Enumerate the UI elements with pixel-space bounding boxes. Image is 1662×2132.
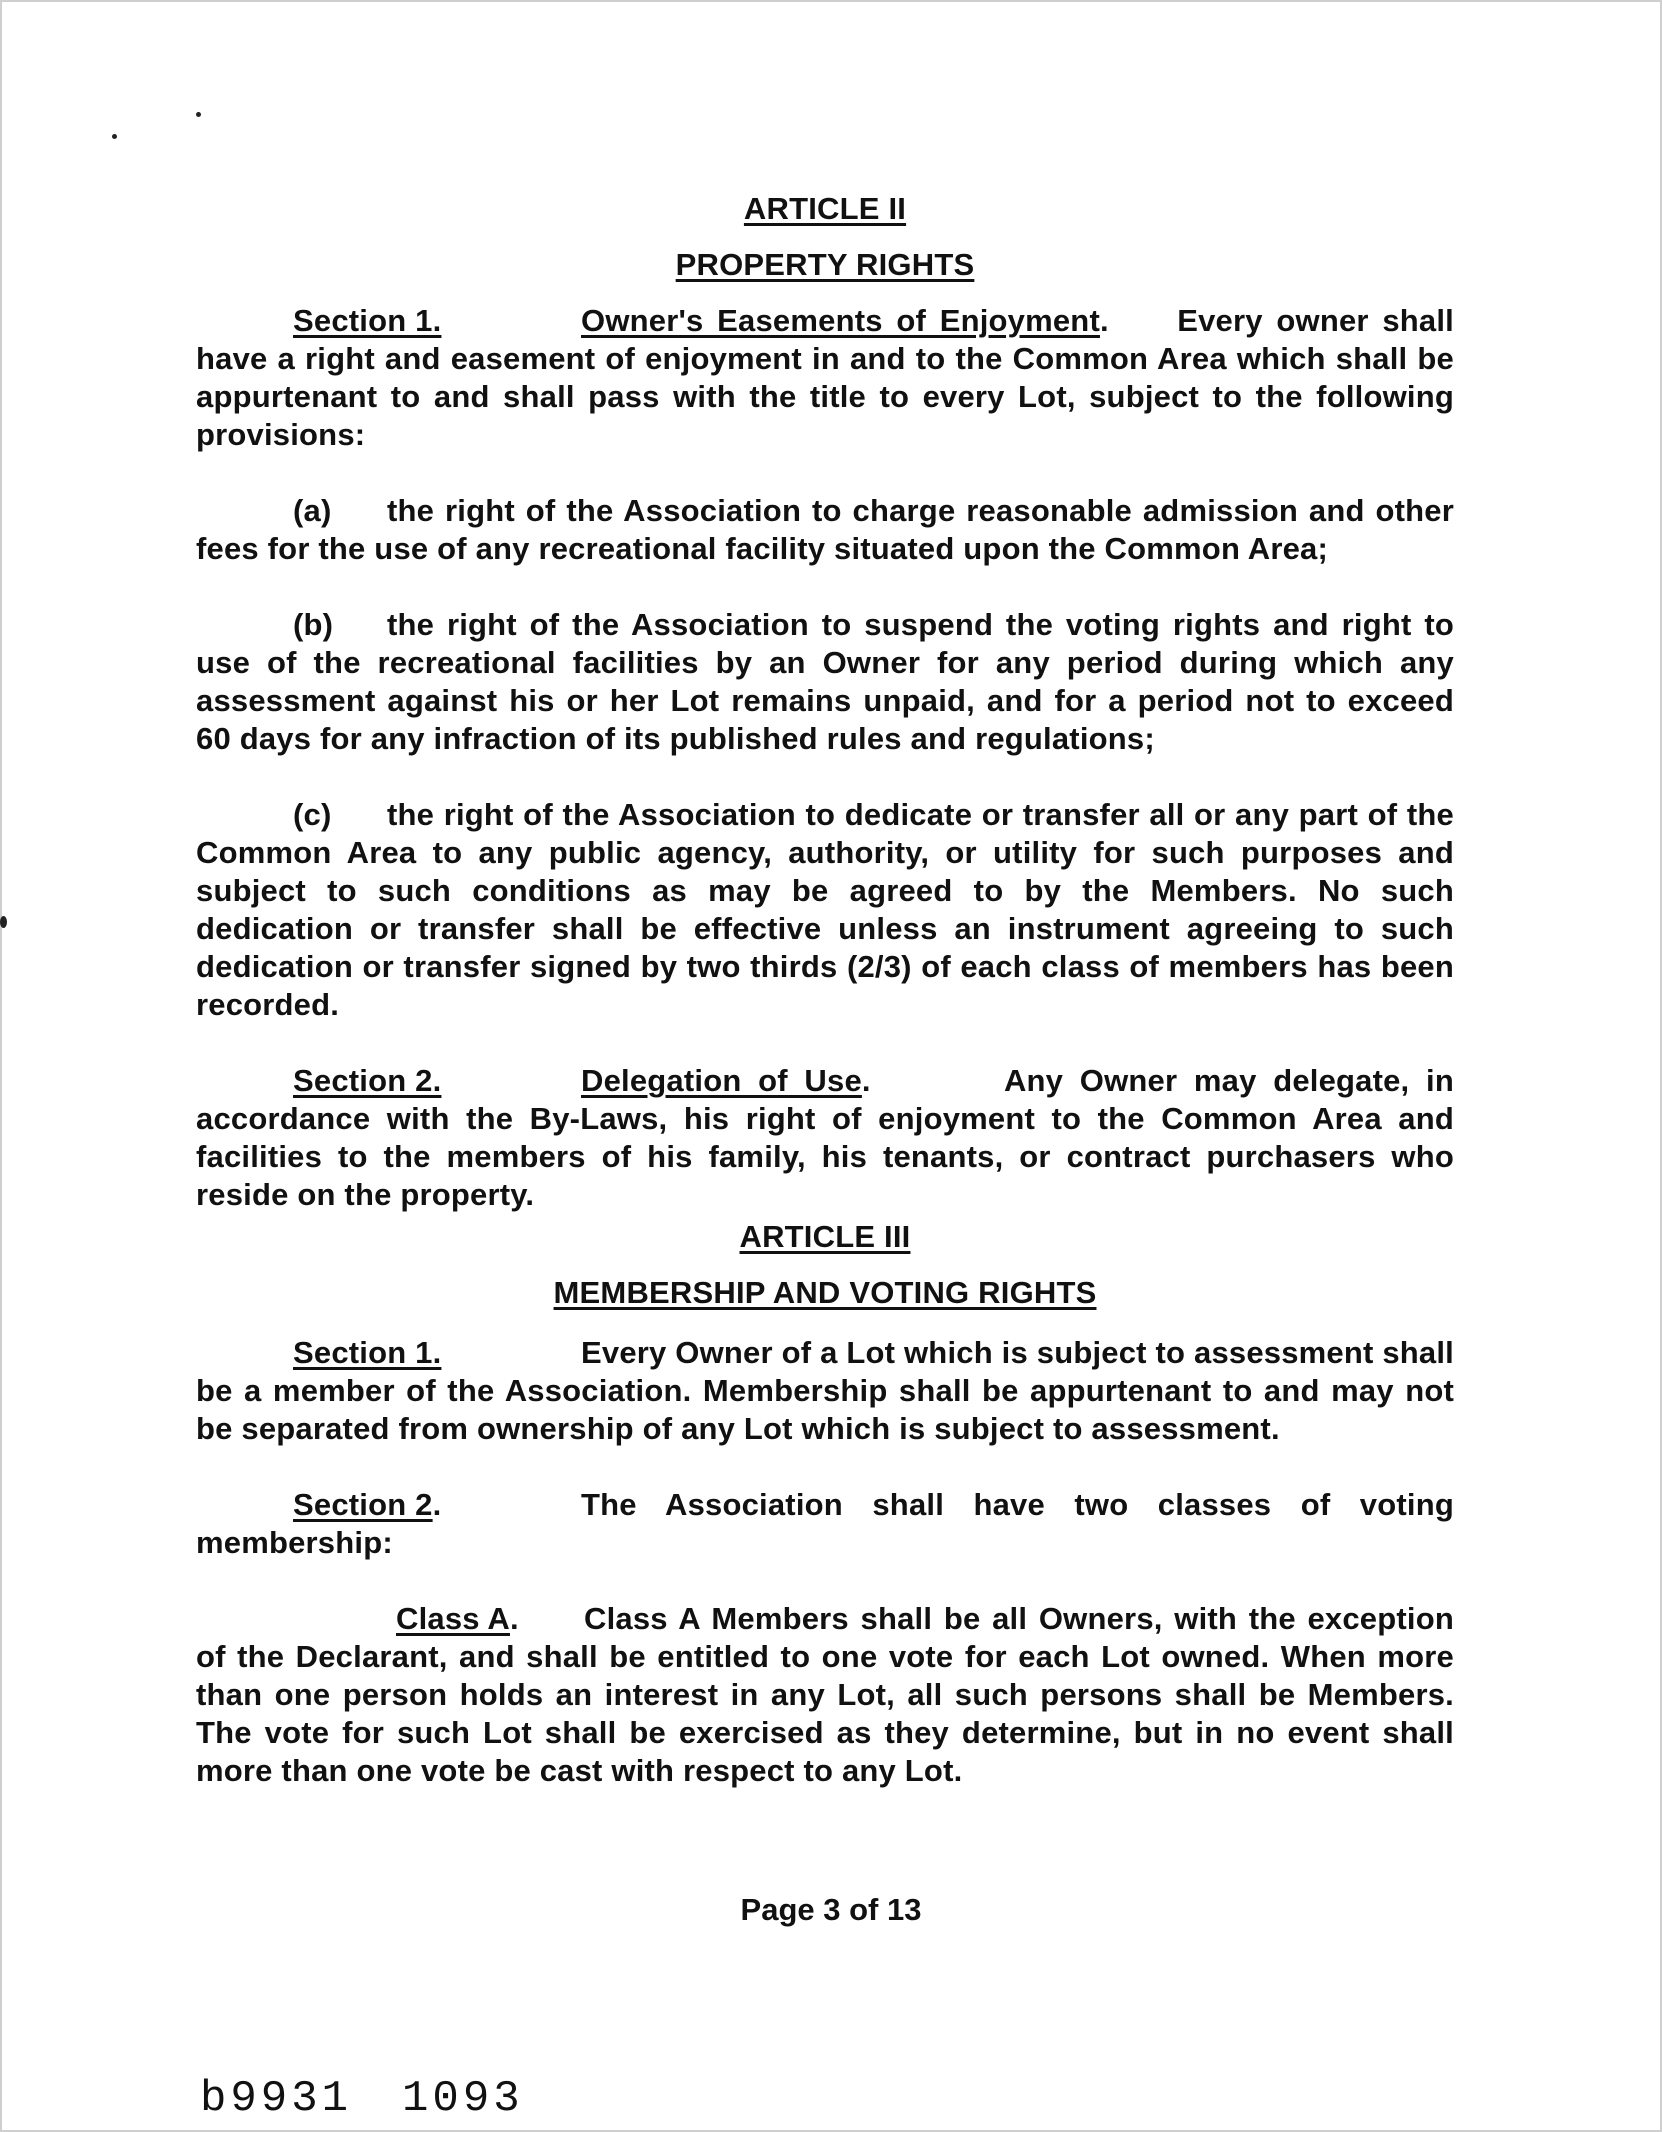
scan-speck: [0, 916, 7, 928]
class-a-paragraph: [196, 1600, 1454, 1790]
provision-label: (a): [293, 493, 332, 528]
section-label: Section 1.: [293, 303, 442, 338]
class-text: Class A Members shall be all Owners, with the exception of the Declarant, and shall be entitled to one vote for each Lot owned. When more than one person holds an interest in any Lot, all such persons shall be Members. The vote for such Lot shall be exercised as they determine, but in no event shall more than one vote be cast with respect to any Lot.: [196, 1601, 1454, 1788]
article-3-title: ARTICLE III: [739, 1219, 911, 1254]
section-title: Owner's Easements of Enjoyment: [581, 303, 1100, 338]
article-2-title: ARTICLE II: [743, 191, 907, 226]
provision-text: the right of the Association to dedicate or transfer all or any part of the Common Area to any public agency, authority, or utility for such purposes and subject to such conditions as may be agreed to by the Members. No such dedication or transfer shall be effective unless an instrument agreeing to such dedication or transfer signed by two thirds (2/3) of each class of members has been recorded.: [196, 797, 1454, 1022]
section-text: Any Owner may delegate, in accordance with the By-Laws, his right of enjoyment to the Common Area and facilities to the members of his family, his tenants, or contract purchasers who reside on the property.: [196, 1063, 1454, 1212]
provision-text: the right of the Association to suspend the voting rights and right to use of the recreational facilities by an Owner for any period during which any assessment against his or her Lot remains unpaid, and for a period not to exceed 60 days for any infraction of its published rules and regulations;: [196, 607, 1454, 756]
section-label-wrap: Section 2.: [293, 1487, 442, 1522]
doc-ref-left: b9931: [200, 2074, 353, 2124]
provision-label: (c): [293, 797, 332, 832]
provision-c: [196, 796, 1454, 1024]
section-label: Section 1.: [293, 1335, 442, 1370]
class-label-wrap: Class A.: [396, 1601, 519, 1636]
document-page: [196, 190, 1454, 1790]
scan-speck: [196, 112, 201, 117]
page-number: Page 3 of 13: [740, 1892, 922, 1927]
section-text: Every owner shall have a right and easement of enjoyment in and to the Common Area which shall be appurtenant to and shall pass with the title to every Lot, subject to the following provisions:: [196, 303, 1454, 452]
article-2-section-2: Section 2. Delegation of Use. Any Owner may delegate, in accordance with the By-Laws, his right of enjoyment to the Common Area and facilities to the members of his family, his tenants, or contract purchasers who reside on the property.: [196, 1063, 1454, 1212]
scan-speck: [112, 134, 117, 139]
provision-a: [196, 492, 1454, 568]
document-reference-number: [200, 2074, 524, 2124]
section-label: Section 2: [293, 1487, 433, 1522]
provision-label: (b): [293, 607, 334, 642]
section-text: The Association shall have two classes of voting membership:: [196, 1487, 1454, 1560]
section-text: Every Owner of a Lot which is subject to assessment shall be a member of the Association. Membership shall be appurtenant to and may not be separated from ownership of any Lot which is subject to assessment.: [196, 1335, 1454, 1446]
class-label: Class A: [396, 1601, 510, 1636]
article-3-heading: MEMBERSHIP AND VOTING RIGHTS: [553, 1275, 1097, 1310]
section-title: Delegation of Use: [581, 1063, 862, 1098]
article-3-section-2: [196, 1486, 1454, 1562]
article-2-heading: PROPERTY RIGHTS: [675, 247, 975, 282]
doc-ref-right: 1093: [402, 2074, 524, 2124]
provision-text: the right of the Association to charge reasonable admission and other fees for the use of any recreational facility situated upon the Common Area;: [196, 493, 1454, 566]
section-label: Section 2.: [293, 1063, 442, 1098]
provision-b: [196, 606, 1454, 758]
article-3-section-1: [196, 1334, 1454, 1448]
article-2-section-1: Section 1. Owner's Easements of Enjoyment. Every owner shall have a right and easement of enjoyment in and to the Common Area which shall be appurtenant to and shall pass with the title to every Lot, subject to the following provisions:: [196, 303, 1454, 452]
